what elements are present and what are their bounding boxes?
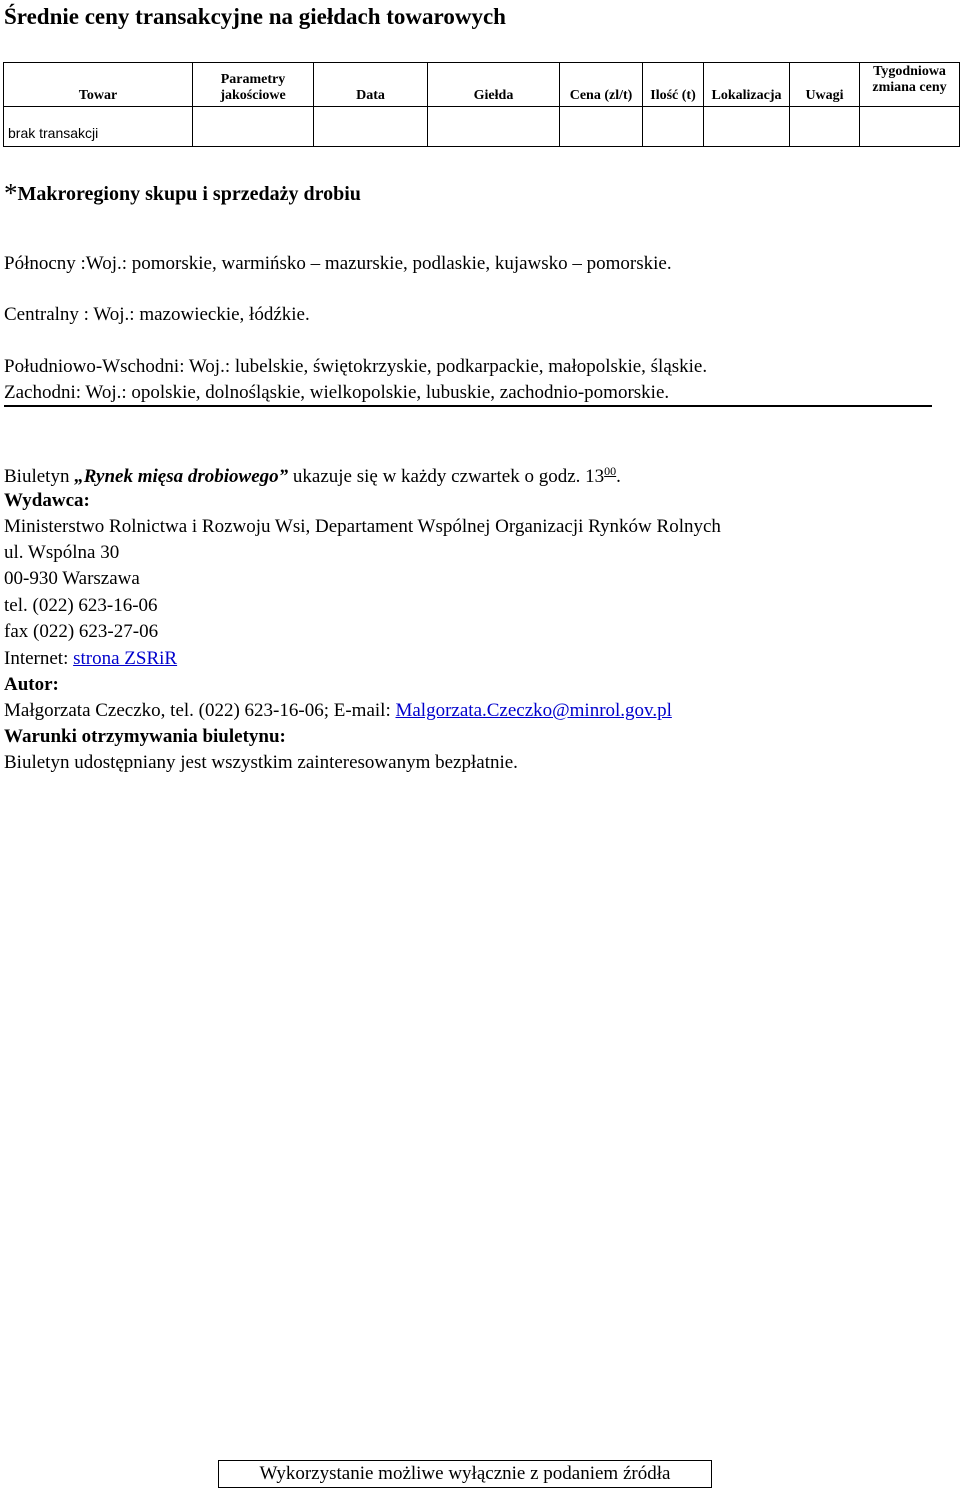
biuletyn-suffix: ukazuje się w każdy czwartek o godz. 13	[288, 466, 605, 487]
region-poludniowo-wschodni: Południowo-Wschodni: Woj.: lubelskie, świętokrzyskie, podkarpackie, małopolskie, śląskie.	[4, 356, 708, 377]
email-link[interactable]: Malgorzata.Czeczko@minrol.gov.pl	[395, 700, 672, 721]
header-gielda: Giełda	[428, 63, 560, 107]
address-city: 00-930 Warszawa	[4, 568, 140, 589]
region-polnocny: Północny :Woj.: pomorskie, warmińsko – mazurskie, podlaskie, kujawsko – pomorskie.	[4, 253, 672, 274]
cell-gielda	[428, 107, 560, 147]
warunki-label: Warunki otrzymywania biuletynu:	[4, 726, 286, 747]
header-cena: Cena (zl/t)	[560, 63, 643, 107]
cell-ilosc	[643, 107, 704, 147]
header-parametry-line1: Parametry	[220, 72, 286, 87]
cell-tygodniowa	[860, 107, 960, 147]
cell-lokalizacja	[704, 107, 790, 147]
header-towar: Towar	[4, 63, 193, 107]
header-lokalizacja: Lokalizacja	[704, 63, 790, 107]
table-row	[4, 107, 960, 147]
divider-line	[4, 405, 932, 407]
biuletyn-end: .	[616, 466, 621, 487]
tel-line: tel. (022) 623-16-06	[4, 595, 158, 616]
header-uwagi: Uwagi	[790, 63, 860, 107]
wydawca-name: Ministerstwo Rolnictwa i Rozwoju Wsi, Departament Wspólnej Organizacji Rynków Rolnych	[4, 516, 721, 537]
table-header-row	[4, 63, 960, 107]
internet-label: Internet:	[4, 648, 74, 669]
region-zachodni: Zachodni: Woj.: opolskie, dolnośląskie, wielkopolskie, lubuskie, zachodnio-pomorskie.	[4, 382, 670, 403]
wydawca-label: Wydawca:	[4, 490, 90, 511]
biuletyn-title: „Rynek mięsa drobiowego”	[74, 466, 289, 487]
header-parametry-line2: jakościowe	[220, 88, 286, 103]
makroregiony-title-text: Makroregiony skupu i sprzedaży drobiu	[17, 183, 361, 205]
biuletyn-sup: 00	[604, 464, 617, 478]
header-tygodniowa-line1: Tygodniowa	[873, 64, 946, 79]
autor-label: Autor:	[4, 674, 59, 695]
cell-uwagi	[790, 107, 860, 147]
autor-text: Małgorzata Czeczko, tel. (022) 623-16-06; E-mail:	[4, 700, 396, 721]
prices-table	[3, 62, 960, 147]
autor-line	[4, 700, 672, 722]
makroregiony-title	[4, 178, 361, 209]
header-tygodniowa	[860, 63, 960, 107]
header-tygodniowa-line2: zmiana ceny	[872, 80, 947, 95]
header-parametry	[193, 63, 314, 107]
header-data: Data	[314, 63, 428, 107]
asterisk: *	[4, 178, 18, 208]
biuletyn-prefix: Biuletyn	[4, 466, 75, 487]
header-ilosc: Ilość (t)	[643, 63, 704, 107]
biuletyn-line	[4, 464, 621, 488]
footer-note: Wykorzystanie możliwe wyłącznie z podaniem źródła	[218, 1460, 712, 1488]
region-centralny: Centralny : Woj.: mazowieckie, łódźkie.	[4, 304, 310, 325]
fax-line: fax (022) 623-27-06	[4, 621, 159, 642]
cell-towar: brak transakcji	[4, 107, 193, 147]
address-street: ul. Wspólna 30	[4, 542, 120, 563]
internet-link[interactable]: strona ZSRiR	[73, 648, 178, 669]
cell-data	[314, 107, 428, 147]
cell-cena	[560, 107, 643, 147]
cell-parametry	[193, 107, 314, 147]
internet-line	[4, 648, 177, 670]
warunki-text: Biuletyn udostępniany jest wszystkim zainteresowanym bezpłatnie.	[4, 752, 518, 773]
page-title: Średnie ceny transakcyjne na giełdach towarowych	[4, 4, 506, 29]
